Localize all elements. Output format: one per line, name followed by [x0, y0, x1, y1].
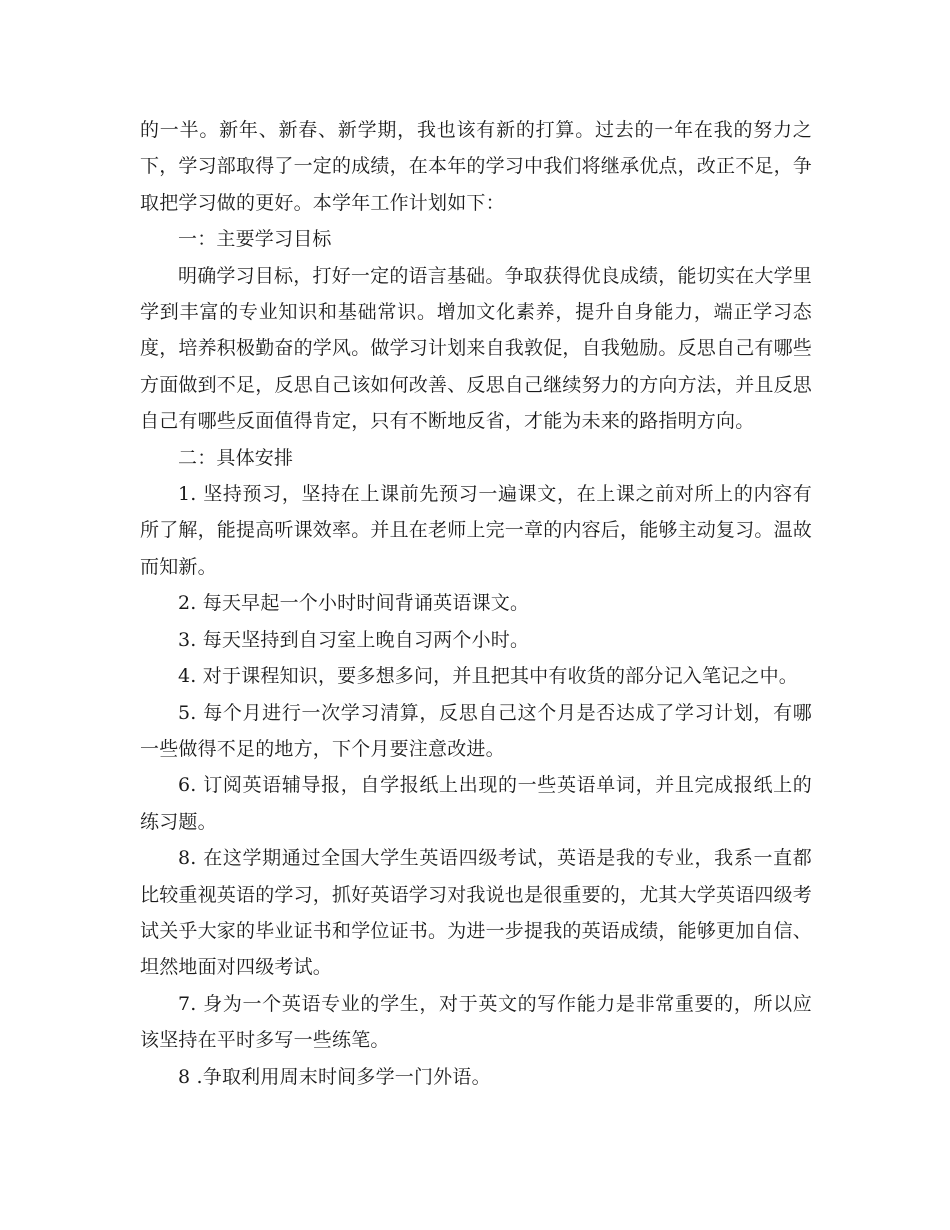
- section-heading-main-goals: 一：主要学习目标: [178, 228, 332, 251]
- section-heading-arrangements: 二：具体安排: [178, 446, 294, 469]
- list-item: 1. 坚持预习，坚持在上课前先预习一遍课文，在上课之前对所上的内容有所了解，能提高听课效率。并且在老师上完一章的内容后，能够主动复习。温故而知新。: [140, 483, 813, 578]
- list-item: 7. 身为一个英语专业的学生，对于英文的写作能力是非常重要的，所以应该坚持在平时多写一些练笔。: [140, 992, 812, 1052]
- list-item: 3. 每天坚持到自习室上晚自习两个小时。: [178, 628, 530, 651]
- list-item: 2. 每天早起一个小时时间背诵英语课文。: [178, 592, 530, 615]
- list-item: 8. 在这学期通过全国大学生英语四级考试，英语是我的专业，我系一直都比较重视英语的学习，抓好英语学习对我说也是很重要的，尤其大学英语四级考试关乎大家的毕业证书和学位证书。为进一步提我的英语成绩，能够更加自信、坦然地面对四级考试。: [140, 847, 813, 979]
- list-item: 8 .争取利用周末时间多学一门外语。: [178, 1065, 491, 1088]
- intro-paragraph: 的一半。新年、新春、新学期，我也该有新的打算。过去的一年在我的努力之下，学习部取得了一定的成绩，在本年的学习中我们将继承优点，改正不足，争取把学习做的更好。本学年工作计划如下：: [140, 119, 813, 214]
- list-item: 6. 订阅英语辅导报，自学报纸上出现的一些英语单词，并且完成报纸上的练习题。: [140, 774, 812, 833]
- list-item: 5. 每个月进行一次学习清算，反思自己这个月是否达成了学习计划，有哪一些做得不足的地方，下个月要注意改进。: [140, 701, 812, 760]
- goals-paragraph: 明确学习目标，打好一定的语言基础。争取获得优良成绩，能切实在大学里学到丰富的专业知识和基础常识。增加文化素养，提升自身能力，端正学习态度，培养积极勤奋的学风。做学习计划来自我敦促，自我勉励。反思自己有哪些方面做到不足，反思自己该如何改善、反思自己继续努力的方向方法，并且反思自己有哪些反面值得肯定，只有不断地反省，才能为未来的路指明方向。: [140, 264, 813, 433]
- list-item: 4. 对于课程知识，要多想多问，并且把其中有收货的部分记入笔记之中。: [178, 665, 798, 688]
- document-body: [140, 112, 812, 1095]
